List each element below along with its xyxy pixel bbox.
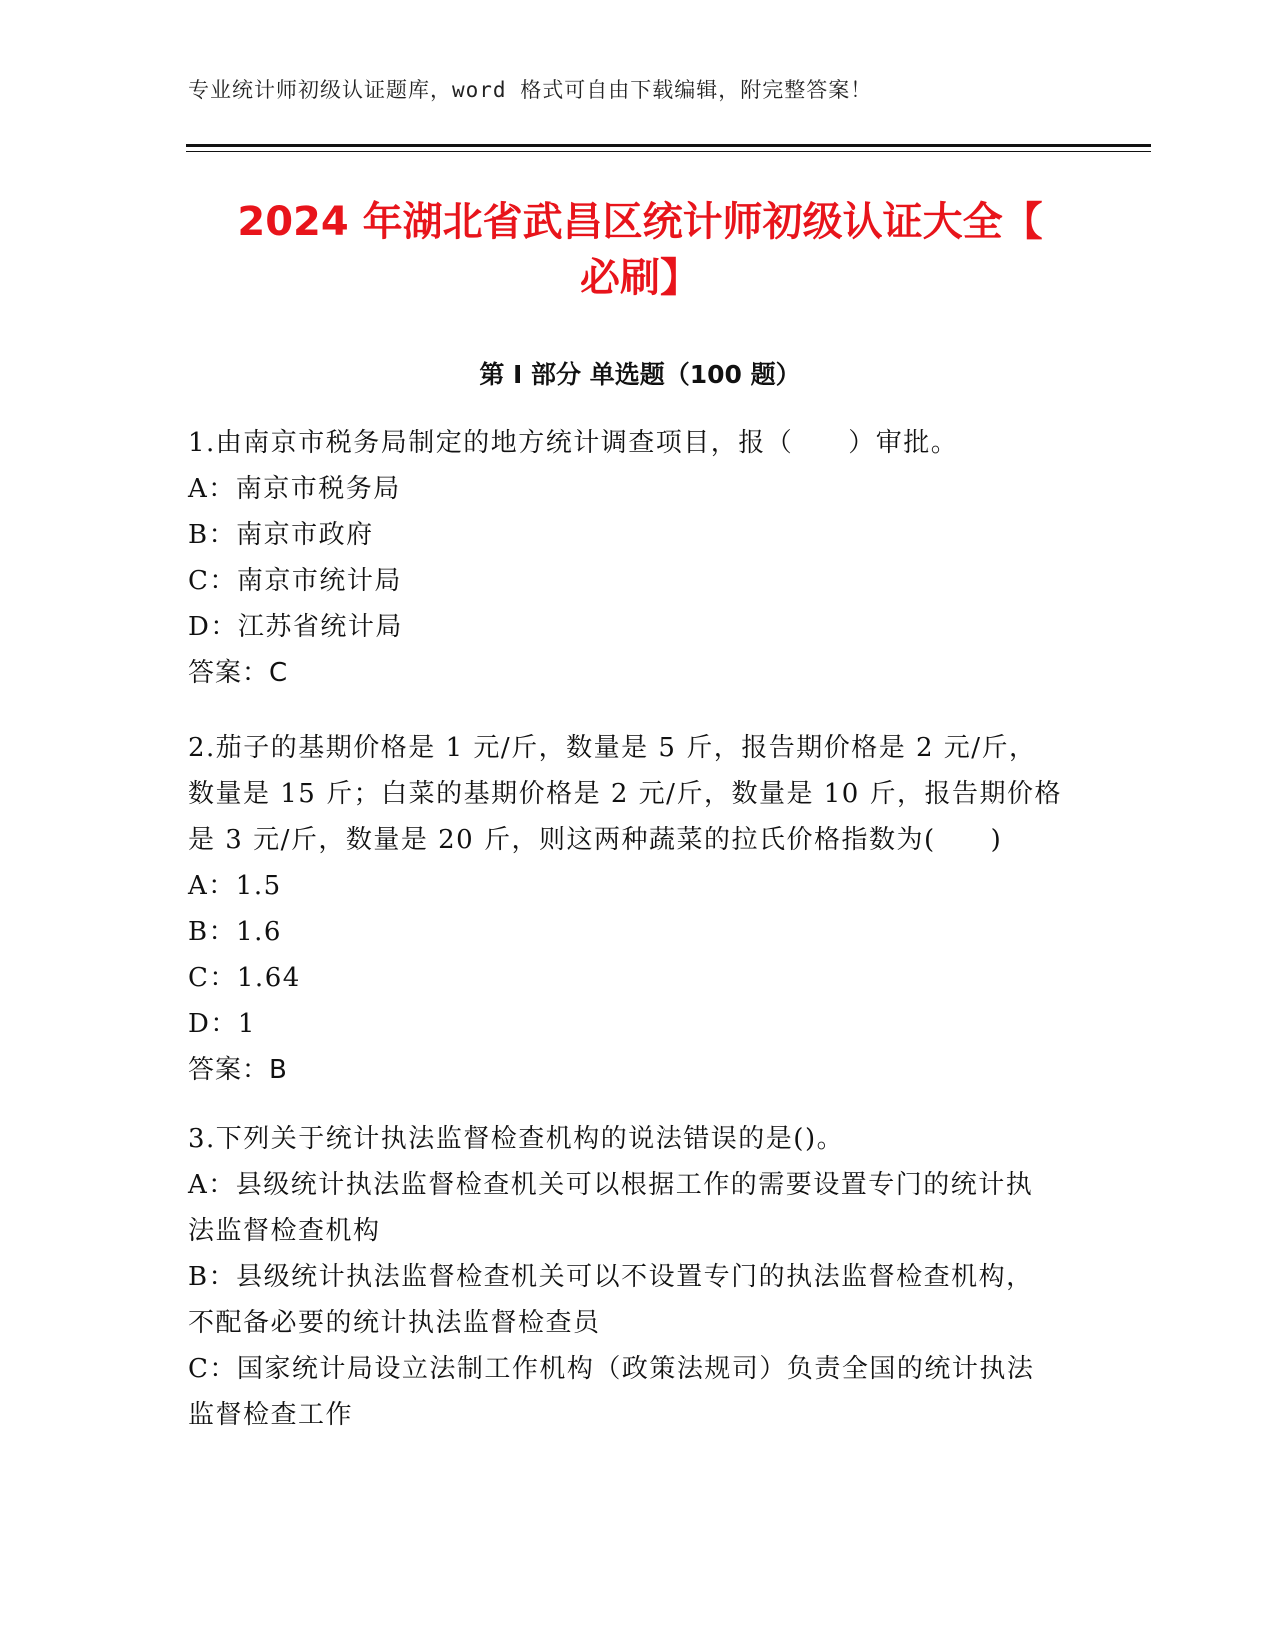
- answer-label: 答案：B: [188, 1055, 288, 1085]
- answer-label: 答案：C: [188, 658, 289, 688]
- header-rule-thin: [186, 151, 1151, 152]
- title-line-2: 必刷】: [580, 255, 700, 301]
- option-d: D：1: [188, 1009, 256, 1039]
- option-c: C：国家统计局设立法制工作机构（政策法规司）负责全国的统计执法: [188, 1354, 1035, 1384]
- document-title: [150, 194, 1130, 306]
- option-a: A：1.5: [188, 871, 282, 901]
- question-2: [188, 725, 1073, 1093]
- header-note: 专业统计师初级认证题库，word 格式可自由下载编辑，附完整答案！: [188, 78, 873, 102]
- option-b-continued: 不配备必要的统计执法监督检查员: [188, 1308, 601, 1338]
- option-b: B：南京市政府: [188, 520, 374, 550]
- option-c-continued: 监督检查工作: [188, 1400, 354, 1430]
- option-a: A：南京市税务局: [188, 474, 401, 504]
- option-a: A：县级统计执法监督检查机关可以根据工作的需要设置专门的统计执: [188, 1170, 1034, 1200]
- option-c: C：1.64: [188, 963, 301, 993]
- question-stem-line: 数量是 15 斤；白菜的基期价格是 2 元/斤，数量是 10 斤，报告期价格: [188, 779, 1063, 809]
- title-line-1: 2024 年湖北省武昌区统计师初级认证大全【: [237, 199, 1043, 245]
- option-a-continued: 法监督检查机构: [188, 1216, 381, 1246]
- question-3: [188, 1116, 1073, 1438]
- option-b: B：1.6: [188, 917, 282, 947]
- question-1: [188, 420, 1073, 696]
- option-b: B：县级统计执法监督检查机关可以不设置专门的执法监督检查机构，: [188, 1262, 1034, 1292]
- question-stem: 1.由南京市税务局制定的地方统计调查项目，报（ ）审批。: [188, 428, 959, 458]
- option-c: C：南京市统计局: [188, 566, 402, 596]
- section-heading: 第 I 部分 单选题（100 题）: [479, 360, 801, 389]
- option-d: D：江苏省统计局: [188, 612, 403, 642]
- header-rule-thick: [186, 144, 1151, 147]
- question-stem-line: 是 3 元/斤，数量是 20 斤，则这两种蔬菜的拉氏价格指数为( ): [188, 825, 1003, 855]
- question-stem-line: 2.茄子的基期价格是 1 元/斤，数量是 5 斤，报告期价格是 2 元/斤，: [188, 733, 1037, 763]
- question-stem: 3.下列关于统计执法监督检查机构的说法错误的是()。: [188, 1124, 845, 1154]
